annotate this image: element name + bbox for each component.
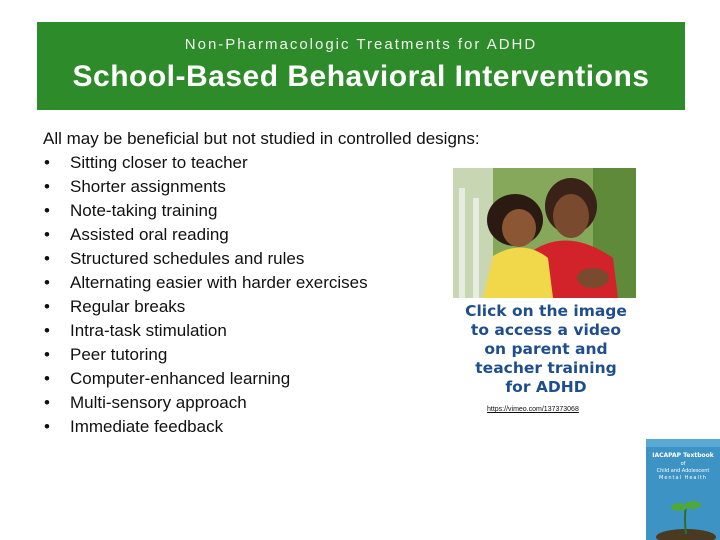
title-banner (37, 22, 685, 110)
list-item: • Structured schedules and rules (43, 247, 463, 271)
list-item: • Immediate feedback (43, 415, 463, 439)
textbook-cover (646, 439, 720, 540)
video-caption[interactable]: Click on the image to access a video on parent and teacher training for ADHD (465, 302, 627, 396)
book-title: of (680, 461, 686, 467)
bullet-list (43, 151, 463, 439)
bullet-icon: • (44, 273, 50, 292)
bullet-icon: • (44, 345, 50, 364)
list-item: • Multi-sensory approach (43, 391, 463, 415)
bullet-icon: • (44, 225, 50, 244)
content-text (43, 127, 480, 439)
slide-subtitle: Non-Pharmacologic Treatments for ADHD (184, 36, 538, 53)
list-item: • Regular breaks (43, 295, 463, 319)
list-item: • Sitting closer to teacher (43, 151, 463, 175)
bullet-icon: • (44, 417, 50, 436)
book-title: IACAPAP Textbook (652, 452, 714, 459)
mother-child-photo-icon (453, 168, 636, 298)
bullet-icon: • (44, 369, 50, 388)
bullet-icon: • (44, 177, 50, 196)
video-thumbnail[interactable] (453, 168, 636, 298)
intro-text: All may be beneficial but not studied in controlled designs: (43, 129, 480, 148)
list-item: • Note-taking training (43, 199, 463, 223)
bullet-icon: • (44, 249, 50, 268)
book-title: Child and Adolescent (656, 468, 710, 474)
list-item: • Alternating easier with harder exercises (43, 271, 463, 295)
list-item: • Intra-task stimulation (43, 319, 463, 343)
list-item: • Peer tutoring (43, 343, 463, 367)
list-item: • Assisted oral reading (43, 223, 463, 247)
bullet-icon: • (44, 153, 50, 172)
bullet-icon: • (44, 201, 50, 220)
video-link[interactable]: https://vimeo.com/137373068 (487, 406, 579, 413)
bullet-icon: • (44, 321, 50, 340)
list-item: • Computer-enhanced learning (43, 367, 463, 391)
bullet-icon: • (44, 393, 50, 412)
slide-title: School-Based Behavioral Interventions (72, 60, 650, 93)
list-item: • Shorter assignments (43, 175, 463, 199)
book-title: Mental Health (659, 475, 707, 481)
bullet-icon: • (44, 297, 50, 316)
